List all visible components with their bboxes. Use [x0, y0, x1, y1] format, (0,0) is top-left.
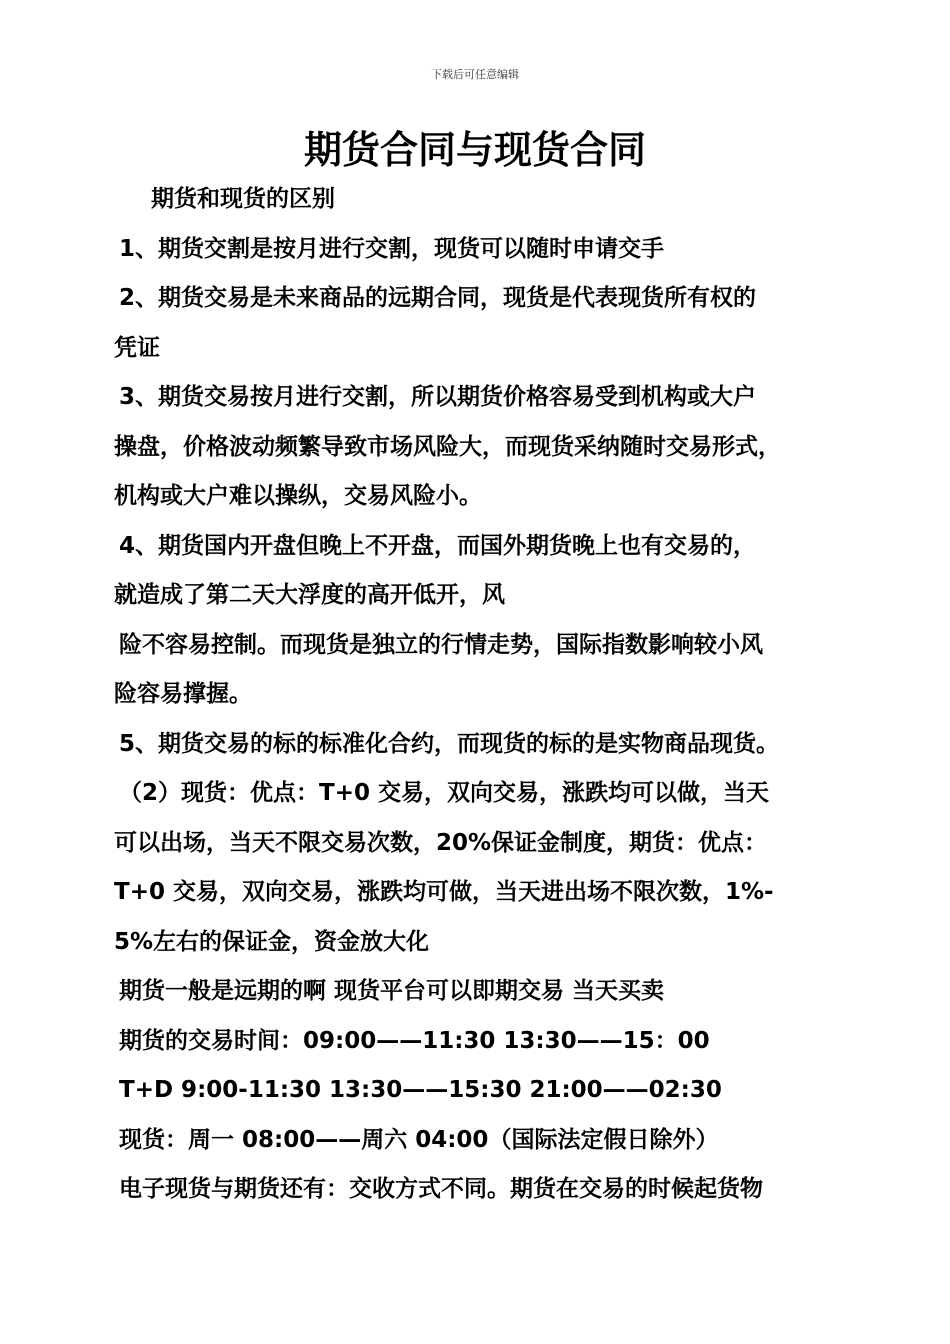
document-title: 期货合同与现货合同 — [303, 128, 646, 172]
paragraph-line: 2、期货交易是未来商品的远期合同，现货是代表现货所有权的 — [119, 285, 757, 311]
paragraph-line: 就造成了第二天大浮度的高开低开，风 — [114, 582, 505, 608]
paragraph-line: 机构或大户难以操纵，交易风险小。 — [114, 483, 482, 509]
subheading: 期货和现货的区别 — [151, 186, 335, 212]
paragraph-line: 1、期货交割是按月进行交割，现货可以随时申请交手 — [119, 235, 665, 262]
paragraph-line: 可以出场，当天不限交易次数，20%保证金制度，期货：优点： — [114, 829, 768, 856]
paragraph-line: 期货一般是远期的啊 现货平台可以即期交易 当天买卖 — [119, 978, 665, 1004]
paragraph-line: 5、期货交易的标的标准化合约，而现货的标的是实物商品现货。 — [119, 730, 780, 757]
document-body — [114, 175, 850, 1215]
paragraph-line: 险不容易控制。而现货是独立的行情走势，国际指数影响较小风 — [119, 631, 763, 658]
paragraph-line: 现货：周一 08:00——周六 04:00（国际法定假日除外） — [119, 1126, 719, 1153]
paragraph-line: T+0 交易，双向交易，涨跌均可做，当天进出场不限次数，1%- — [114, 879, 774, 905]
header-note: 下载后可任意编辑 — [431, 68, 519, 81]
paragraph-line: 4、期货国内开盘但晚上不开盘，而国外期货晚上也有交易的， — [119, 532, 757, 559]
paragraph-line: 险容易撑握。 — [114, 681, 252, 707]
paragraph-line: T+D 9:00-11:30 13:30——15:30 21:00——02:30 — [119, 1077, 722, 1103]
paragraph-line: 电子现货与期货还有：交收方式不同。期货在交易的时候起货物 — [119, 1176, 763, 1202]
paragraph-line: 3、期货交易按月进行交割，所以期货价格容易受到机构或大户 — [119, 384, 757, 410]
paragraph-line: 期货的交易时间：09:00——11:30 13:30——15：00 — [119, 1027, 710, 1054]
paragraph-line: 凭证 — [114, 334, 160, 361]
paragraph-line: 操盘，价格波动频繁导致市场风险大，而现货采纳随时交易形式， — [114, 433, 781, 460]
paragraph-line: （2）现货：优点：T+0 交易，双向交易，涨跌均可以做，当天 — [119, 780, 769, 806]
paragraph-line: 5%左右的保证金，资金放大化 — [114, 928, 430, 955]
